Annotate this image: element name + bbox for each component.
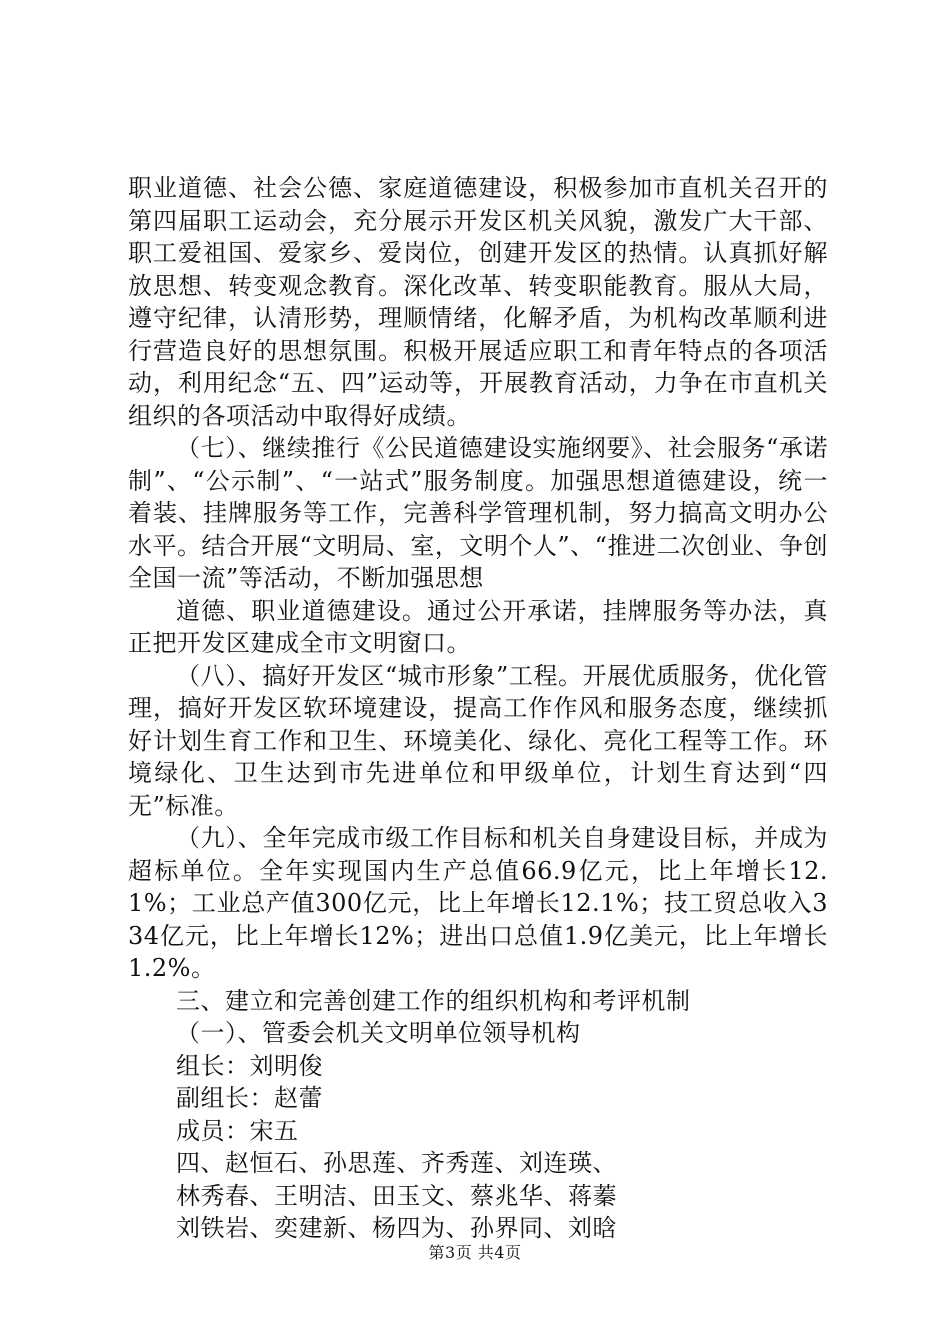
members-line: 成员：宋五 <box>176 1116 299 1145</box>
paragraph-ethics-continued: 职业道德、社会公德、家庭道德建设，积极参加市直机关召开的第四届职工运动会，充分展示开发区机关风貌，激发广大干部、职工爱祖国、爱家乡、爱岗位，创建开发区的热情。认真抓好解放思想、转变观念教育。深化改革、转变职能教育。服从大局，遵守纪律，认清形势，理顺情绪，化解矛盾，为机构改革顺利进行营造良好的思想氛围。积极开展适应职工和青年特点的各项活动，利用纪念“五、四”运动等，开展教育活动，力争在市直机关组织的各项活动中取得好成绩。 <box>128 174 828 430</box>
subheading-leadership: （一）、管委会机关文明单位领导机构 <box>176 1019 581 1047</box>
paragraph-section-7-continued: 道德、职业道德建设。通过公开承诺，挂牌服务等办法，真正把开发区建成全市文明窗口。 <box>128 596 828 657</box>
leader-line: 组长：刘明俊 <box>176 1051 323 1080</box>
paragraph-section-9: （九）、全年完成市级工作目标和机关自身建设目标，并成为超标单位。全年实现国内生产总值66.9亿元，比上年增长12.1%；工业总产值300亿元，比上年增长12.1%；技工贸总收入334亿元，比上年增长12%；进出口总值1.9亿美元，比上年增长1.2%。 <box>128 824 828 982</box>
document-body <box>128 172 828 1245</box>
section-heading-3: 三、建立和完善创建工作的组织机构和考评机制 <box>176 986 691 1015</box>
members-list-line-1: 四、赵恒石、孙思莲、齐秀莲、刘连瑛、 <box>176 1149 617 1177</box>
deputy-leader-line: 副组长：赵蕾 <box>176 1084 323 1112</box>
page-number: 第3页 共4页 <box>428 1243 522 1262</box>
paragraph-section-8: （八）、搞好开发区“城市形象”工程。开展优质服务，优化管理，搞好开发区软环境建设，提高工作作风和服务态度，继续抓好计划生育工作和卫生、环境美化、绿化、亮化工程等工作。环境绿化、卫生达到市先进单位和甲级单位，计划生育达到“四无”标准。 <box>128 661 828 820</box>
paragraph-section-7: （七）、继续推行《公民道德建设实施纲要》、社会服务“承诺制”、“公示制”、“一站式”服务制度。加强思想道德建设，统一着装、挂牌服务等工作，完善科学管理机制，努力搞高文明办公水平。结合开展“文明局、室，文明个人”、“推进二次创业、争创全国一流”等活动，不断加强思想 <box>128 434 828 592</box>
members-list-line-2: 林秀春、王明洁、田玉文、蔡兆华、蒋蓁 <box>176 1181 617 1210</box>
members-list-line-3: 刘铁岩、奕建新、杨四为、孙界同、刘晗 <box>176 1214 617 1242</box>
